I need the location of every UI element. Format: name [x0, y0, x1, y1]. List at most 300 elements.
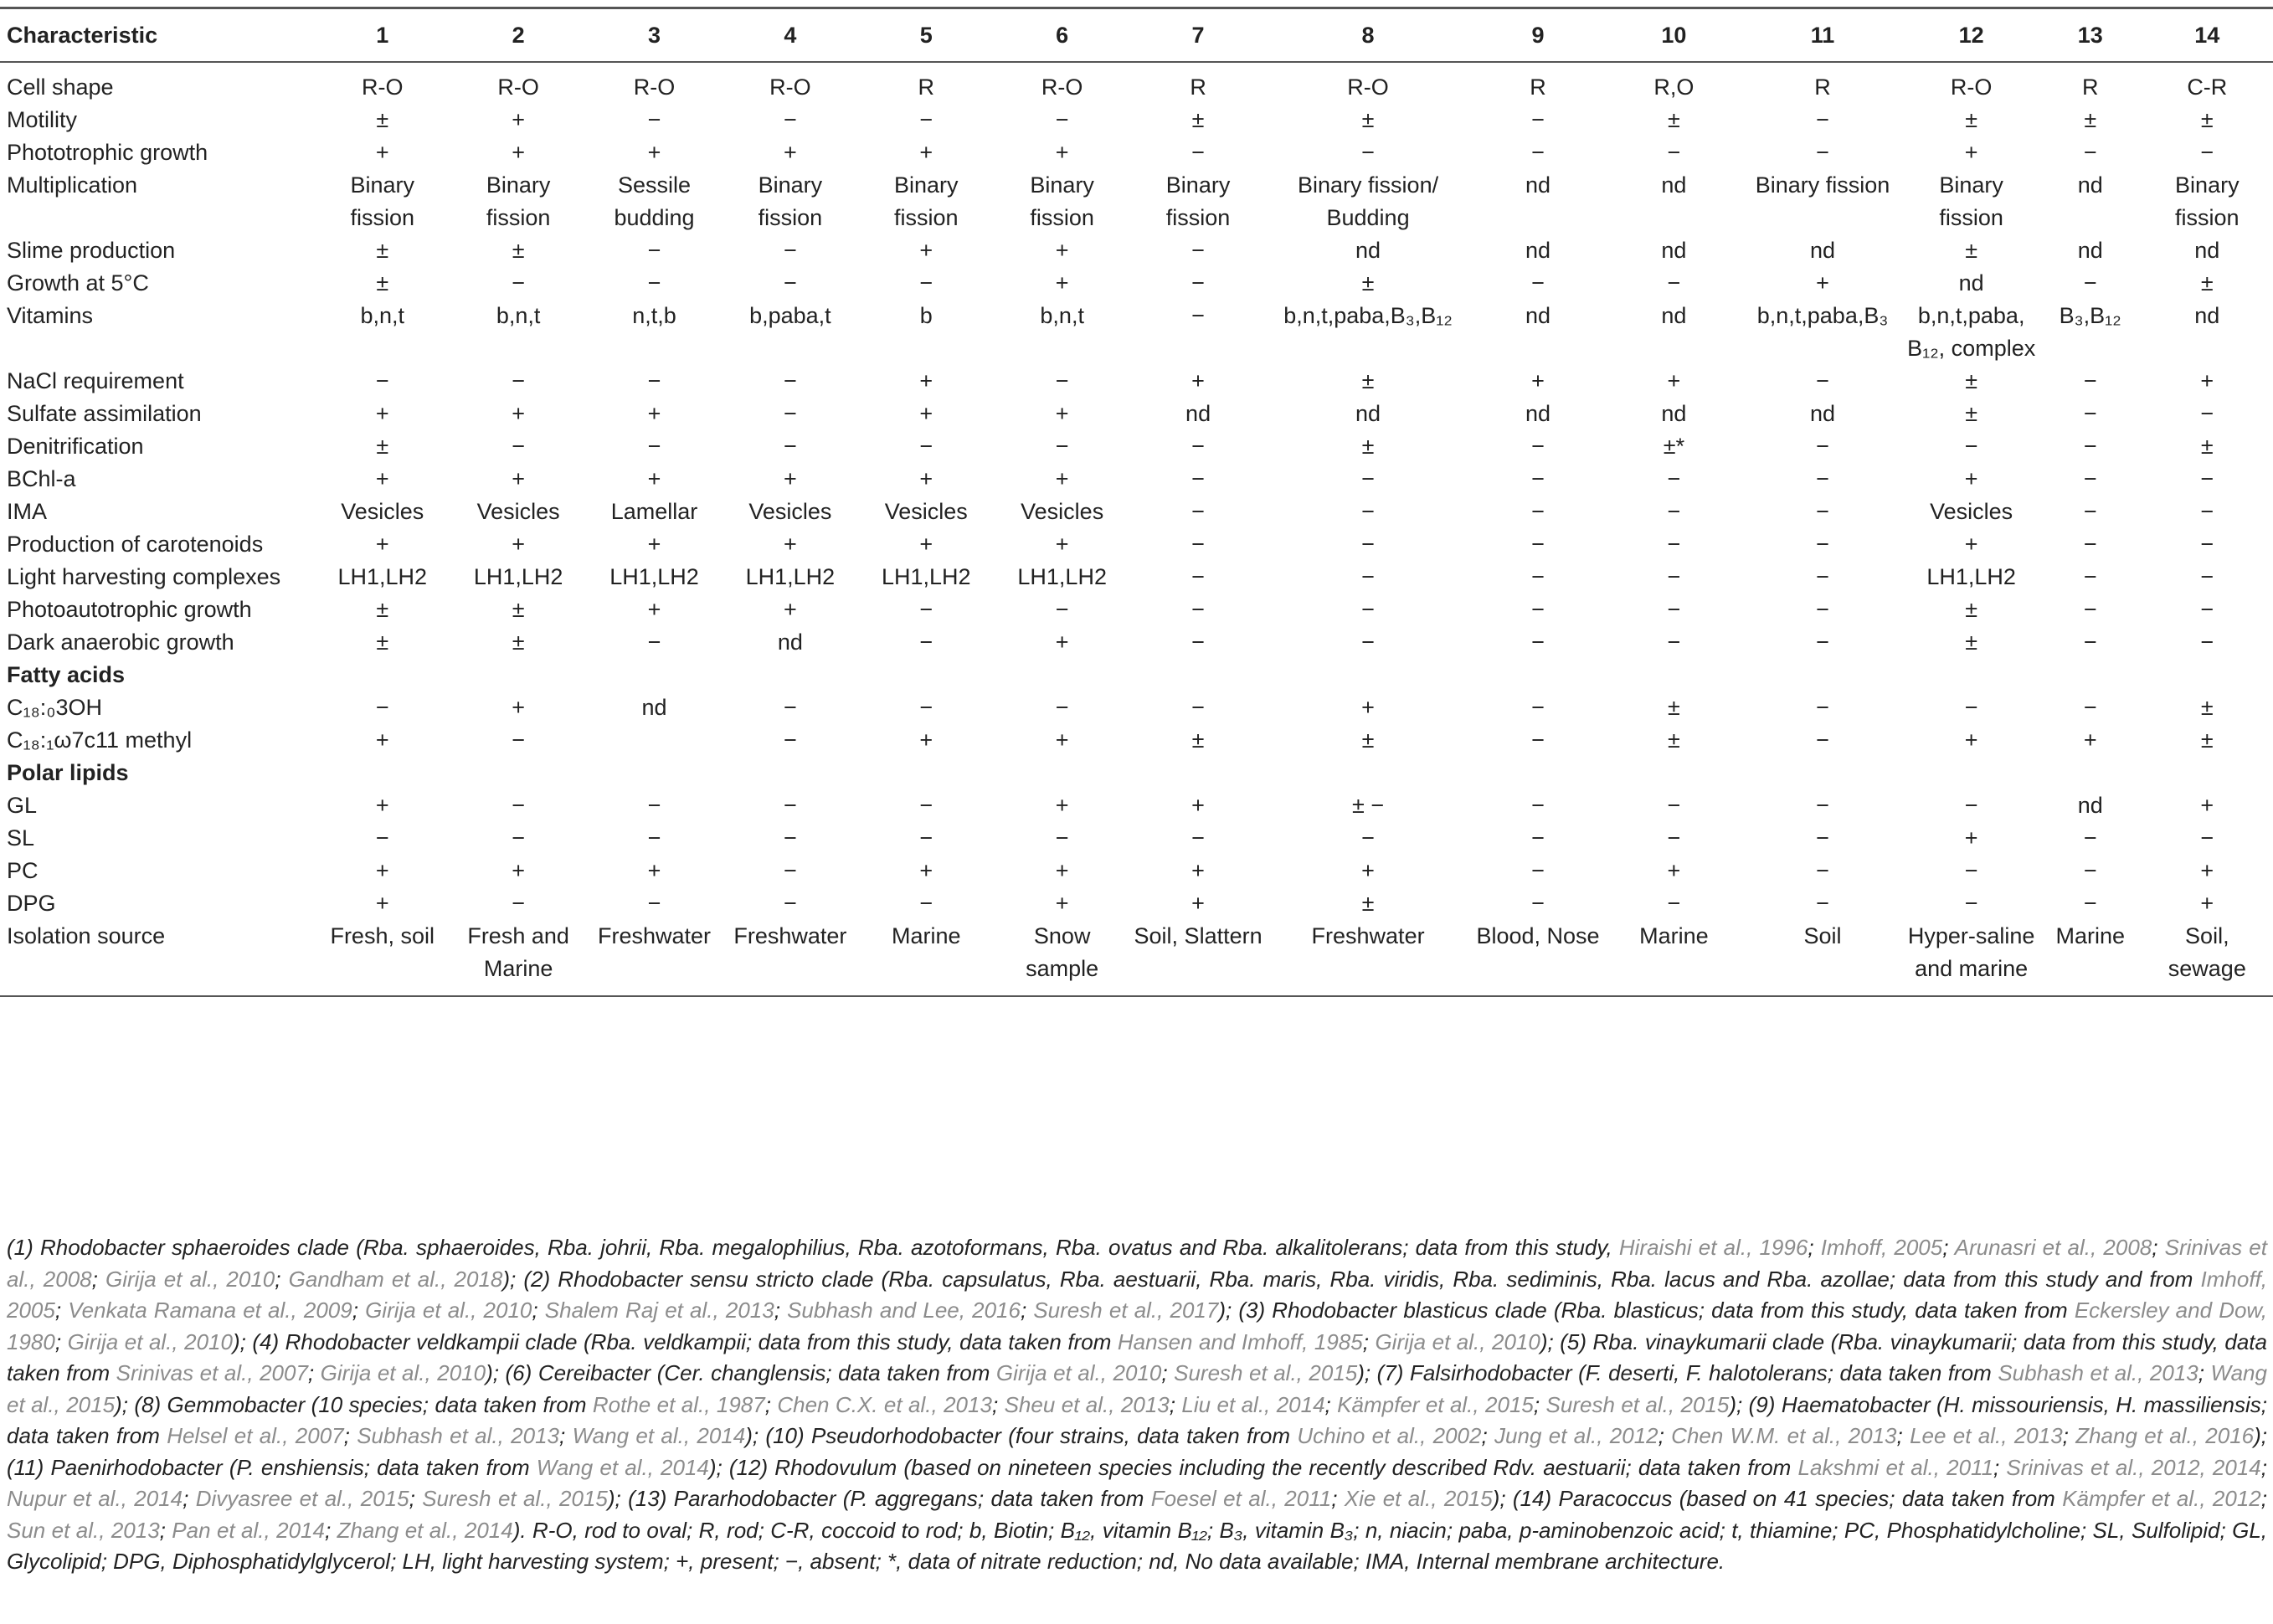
footnote-text: ; — [159, 1517, 172, 1543]
table-cell: + — [1816, 270, 1829, 296]
table-cell: Marine — [1639, 923, 1709, 948]
table-cell: − — [784, 107, 797, 132]
table-cell: nd — [2194, 238, 2220, 263]
row-label: IMA — [7, 499, 48, 524]
table-cell: + — [2200, 793, 2214, 818]
table-cell: nd — [1525, 238, 1551, 263]
table-cell: R-O — [361, 75, 404, 100]
reference-link[interactable]: Girija et al., 2010 — [320, 1360, 486, 1385]
table-cell: − — [1531, 466, 1545, 491]
table-row — [0, 855, 2273, 887]
table-cell: − — [1361, 825, 1375, 851]
table-cell: + — [919, 466, 933, 491]
reference-link[interactable]: Wang et al., 2014 — [536, 1454, 709, 1480]
table-cell: − — [1816, 499, 1829, 524]
table-cell: − — [1964, 891, 1978, 916]
table-cell: − — [647, 107, 661, 132]
table-cell: ± — [376, 434, 389, 459]
table-cell: Vesicles — [476, 499, 560, 524]
reference-link[interactable]: Sun et al., 2013 — [7, 1517, 160, 1543]
reference-link[interactable]: Suresh et al., 2017 — [1033, 1298, 1219, 1323]
table-cell: + — [647, 532, 661, 557]
table-cell: ± — [512, 630, 525, 655]
table-cell: nd — [1185, 401, 1211, 426]
table-cell: R — [1190, 75, 1206, 100]
row-label: Cell shape — [7, 75, 114, 100]
reference-link[interactable]: Girija et al., 2010 — [995, 1360, 1162, 1385]
table-cell: − — [2083, 695, 2097, 720]
table-cell: − — [2083, 434, 2097, 459]
table-cell: + — [512, 695, 525, 720]
table-cell: Snow sample — [1026, 923, 1099, 981]
table-cell: − — [512, 793, 525, 818]
table-cell: − — [1964, 793, 1978, 818]
table-cell: nd — [1810, 401, 1836, 426]
reference-link[interactable]: Venkata Ramana et al., 2009 — [68, 1298, 352, 1323]
table-row — [0, 691, 2273, 724]
table-cell: − — [784, 825, 797, 851]
reference-link[interactable]: Gandham et al., 2018 — [288, 1266, 503, 1292]
table-cell: − — [2083, 499, 2097, 524]
table-cell: b,n,t,paba, B₁₂, complex — [1907, 303, 2036, 361]
footnote-text: ; — [275, 1266, 289, 1292]
table-cell: R — [1530, 75, 1546, 100]
table-cell: − — [1531, 107, 1545, 132]
table-cell: + — [647, 466, 661, 491]
table-cell: + — [919, 727, 933, 753]
table-cell: nd — [2077, 238, 2103, 263]
table-cell: b,n,t,paba,B₃,B₁₂ — [1283, 303, 1453, 328]
table-cell: Binary fission — [350, 172, 414, 230]
table-cell: − — [1191, 825, 1205, 851]
table-cell: Soil, sewage — [2168, 923, 2246, 981]
table-cell: − — [2083, 401, 2097, 426]
reference-link[interactable]: Chen C.X. et al., 2013 — [777, 1391, 992, 1417]
table-cell: − — [1531, 793, 1545, 818]
table-cell: + — [1964, 825, 1978, 851]
footnote-text: ; — [1896, 1423, 1910, 1448]
table-cell: ± — [1965, 630, 1978, 655]
reference-link[interactable]: Srinivas et al., 2008 — [7, 1235, 2267, 1292]
table-cell: + — [784, 597, 797, 622]
table-cell: + — [784, 140, 797, 165]
table-cell: + — [1667, 858, 1681, 883]
reference-link[interactable]: Wang et al., 2014 — [572, 1423, 746, 1448]
table-cell: ± — [376, 107, 389, 132]
table-cell: − — [1816, 107, 1829, 132]
footnote-text: ; — [183, 1486, 196, 1511]
table-cell: + — [512, 140, 525, 165]
table-cell: Vesicles — [341, 499, 424, 524]
row-label: Phototrophic growth — [7, 140, 208, 165]
footnote-text: ; — [2260, 1454, 2267, 1480]
table-cell: − — [1191, 630, 1205, 655]
table-cell: Vesicles — [1930, 499, 2013, 524]
table-cell: nd — [777, 630, 803, 655]
table-cell: nd — [1525, 303, 1551, 328]
table-row — [0, 887, 2273, 920]
table-cell: − — [375, 695, 389, 720]
table-cell: b,n,t,paba,B₃ — [1756, 303, 1889, 328]
reference-link[interactable]: Srinivas et al., 2012, 2014 — [2006, 1454, 2261, 1480]
reference-link[interactable]: Girija et al., 2010 — [1375, 1328, 1540, 1354]
table-cell: − — [1531, 532, 1545, 557]
table-cell: + — [919, 140, 933, 165]
table-cell: + — [375, 401, 389, 426]
table-cell: − — [1531, 140, 1545, 165]
table-cell: − — [1361, 466, 1375, 491]
table-cell: − — [784, 891, 797, 916]
footnote-text: ; — [1362, 1328, 1376, 1354]
reference-link[interactable]: Imhoff, 2005 — [1820, 1235, 1943, 1260]
footnote-text: ); (14) Paracoccus (based on 41 species; data taken from — [1492, 1486, 2063, 1511]
table-cell: − — [647, 891, 661, 916]
table-row — [0, 626, 2273, 659]
table-cell: Binary fission — [1939, 172, 2003, 230]
table-cell: + — [1055, 891, 1069, 916]
table-cell: Freshwater — [1311, 923, 1425, 948]
table-cell: − — [784, 695, 797, 720]
table-cell: ± — [376, 238, 389, 263]
table-cell: − — [1816, 140, 1829, 165]
reference-link[interactable]: Imhoff, 2005 — [7, 1266, 2268, 1323]
table-row — [0, 136, 2273, 169]
table-cell: Binary fission — [486, 172, 551, 230]
table-cell: + — [919, 858, 933, 883]
table-cell: − — [1191, 532, 1205, 557]
table-cell: Marine — [892, 923, 961, 948]
table-cell: ± — [512, 597, 525, 622]
reference-link[interactable]: Girija et al., 2010 — [67, 1328, 233, 1354]
header-col-12: 12 — [1958, 22, 1984, 48]
row-label: C₁₈:₀3OH — [7, 695, 103, 720]
reference-link[interactable]: Chen W.M. et al., 2013 — [1671, 1423, 1897, 1448]
table-cell: + — [647, 140, 661, 165]
table-cell: + — [1964, 466, 1978, 491]
reference-link[interactable]: Zhang et al., 2016 — [2075, 1423, 2255, 1448]
table-cell: Soil — [1803, 923, 1842, 948]
table-cell: Vesicles — [1021, 499, 1104, 524]
table-cell: − — [919, 891, 933, 916]
table-cell: LH1,LH2 — [882, 564, 971, 589]
table-cell: ± — [1191, 107, 1205, 132]
footnote-text: ; — [1324, 1391, 1338, 1417]
table-cell: ± — [1965, 401, 1978, 426]
table-cell: + — [1055, 140, 1069, 165]
table-cell: + — [919, 368, 933, 393]
footnote-text: ); (3) Rhodobacter blasticus clade (Rba. blasticus; data from this study, data taken from — [1218, 1298, 2075, 1323]
table-cell: − — [2083, 140, 2097, 165]
table-cell: − — [1531, 858, 1545, 883]
table-row — [0, 561, 2273, 594]
table-cell: − — [647, 793, 661, 818]
footnote-text: ; — [343, 1423, 357, 1448]
table-row — [0, 822, 2273, 855]
table-cell: − — [784, 270, 797, 296]
reference-link[interactable]: Rothe et al., 1987 — [592, 1391, 765, 1417]
table-cell: − — [647, 825, 661, 851]
table-cell: − — [2083, 564, 2097, 589]
table-cell: − — [2200, 401, 2214, 426]
table-cell: − — [1531, 630, 1545, 655]
table-cell: − — [512, 368, 525, 393]
table-cell: Sessile budding — [614, 172, 695, 230]
table-cell: + — [512, 466, 525, 491]
table-cell: ± — [1191, 727, 1205, 753]
table-cell: − — [784, 727, 797, 753]
table-cell: − — [1816, 597, 1829, 622]
table-cell: nd — [1810, 238, 1836, 263]
table-cell: − — [1361, 140, 1375, 165]
reference-link[interactable]: Girija et al., 2010 — [365, 1298, 532, 1323]
footnote-text: ; — [307, 1360, 321, 1385]
row-label: SL — [7, 825, 35, 851]
table-cell: − — [1191, 597, 1205, 622]
footnote-text: ); (9) Haematobacter (H. missouriensis, H. massiliensis; data taken from — [7, 1391, 2267, 1448]
table-cell: + — [1191, 891, 1205, 916]
table-cell: − — [1667, 466, 1681, 491]
header-col-11: 11 — [1810, 22, 1835, 48]
table-cell: − — [1816, 532, 1829, 557]
header-col-14: 14 — [2194, 22, 2220, 48]
table-cell: ± — [2200, 727, 2214, 753]
table-cell: Binary fission/ Budding — [1298, 172, 1439, 230]
table-cell: − — [1667, 825, 1681, 851]
reference-link[interactable]: Subhash et al., 2013 — [1998, 1360, 2198, 1385]
table-body — [0, 62, 2273, 996]
table-cell: + — [647, 858, 661, 883]
header-col-4: 4 — [784, 22, 797, 48]
footnote-text: ; — [352, 1298, 366, 1323]
table-cell: ± — [1668, 107, 1680, 132]
table-cell: − — [784, 858, 797, 883]
table-cell: − — [512, 727, 525, 753]
footnote-text: ); (5) Rba. vinaykumarii clade (Rba. vinaykumarii; data from this study, data taken from — [7, 1328, 2267, 1385]
table-cell: + — [2200, 858, 2214, 883]
reference-link[interactable]: Helsel et al., 2007 — [167, 1423, 344, 1448]
table-cell: R-O — [633, 75, 676, 100]
header-col-8: 8 — [1361, 22, 1375, 48]
table-cell: − — [2200, 564, 2214, 589]
section-label: Fatty acids — [7, 662, 126, 687]
table-cell: − — [1667, 140, 1681, 165]
table-cell: − — [512, 434, 525, 459]
table-cell: ± — [512, 238, 525, 263]
reference-link[interactable]: Hansen and Imhoff, 1985 — [1117, 1328, 1363, 1354]
footnote-text: ); (12) Rhodovulum (based on nineteen species including the recently described Rdv. aestuarii; data taken from — [708, 1454, 1798, 1480]
reference-link[interactable]: Suresh et al., 2015 — [1174, 1360, 1358, 1385]
table-cell: − — [1667, 270, 1681, 296]
table-cell: − — [2083, 270, 2097, 296]
table-cell: − — [2200, 825, 2214, 851]
table-cell: + — [1964, 727, 1978, 753]
table-row — [0, 789, 2273, 822]
table-cell: + — [1055, 466, 1069, 491]
table-header-row — [0, 8, 2273, 63]
footnote-text: ; — [409, 1486, 423, 1511]
table-cell: Binary fission — [894, 172, 959, 230]
table-cell: − — [1361, 499, 1375, 524]
reference-link[interactable]: Arunasri et al., 2008 — [1954, 1235, 2152, 1260]
table-cell: + — [1055, 858, 1069, 883]
table-row — [0, 267, 2273, 300]
table-cell: − — [1055, 107, 1069, 132]
table-cell: − — [1667, 597, 1681, 622]
table-cell: − — [1191, 434, 1205, 459]
table-cell: − — [1816, 793, 1829, 818]
reference-link[interactable]: Eckersley and Dow, 1980 — [7, 1298, 2268, 1354]
reference-link[interactable]: Uchino et al., 2002 — [1297, 1423, 1482, 1448]
reference-link[interactable]: Wang et al., 2015 — [7, 1360, 2267, 1417]
table-cell: − — [1816, 727, 1829, 753]
table-cell: Binary fission — [758, 172, 823, 230]
table-cell: − — [784, 793, 797, 818]
reference-link[interactable]: Suresh et al., 2015 — [1545, 1391, 1730, 1417]
header-col-1: 1 — [376, 22, 389, 48]
table-cell: nd — [2194, 303, 2220, 328]
table-cell: + — [375, 466, 389, 491]
table-cell: ± — [1361, 368, 1375, 393]
table-cell: − — [1361, 630, 1375, 655]
table-cell: − — [1191, 466, 1205, 491]
header-characteristic: Characteristic — [7, 22, 158, 48]
table-cell: − — [1816, 434, 1829, 459]
table-cell: − — [1816, 825, 1829, 851]
table-cell: LH1,LH2 — [609, 564, 699, 589]
table-cell: nd — [1525, 401, 1551, 426]
table-cell: − — [2200, 499, 2214, 524]
footnote-text: ); (6) Cereibacter (Cer. changlensis; data taken from — [486, 1360, 996, 1385]
reference-link[interactable]: Lakshmi et al., 2011 — [1797, 1454, 1994, 1480]
footnote-text: ; — [764, 1391, 778, 1417]
table-cell: + — [1055, 401, 1069, 426]
footnote-text: ; — [1533, 1391, 1546, 1417]
table-cell: − — [1361, 564, 1375, 589]
reference-link[interactable]: Subhash et al., 2013 — [357, 1423, 560, 1448]
reference-link[interactable]: Shalem Raj et al., 2013 — [544, 1298, 774, 1323]
table-cell: n,t,b — [632, 303, 676, 328]
table-row — [0, 920, 2273, 996]
reference-link[interactable]: Subhash and Lee, 2016 — [787, 1298, 1021, 1323]
table-cell: − — [919, 270, 933, 296]
table-cell: ± — [2200, 434, 2214, 459]
table-cell: − — [1361, 532, 1375, 557]
reference-link[interactable]: Foesel et al., 2011 — [1150, 1486, 1332, 1511]
footnote-text: ; — [559, 1423, 573, 1448]
reference-link[interactable]: Kämpfer et al., 2015 — [1337, 1391, 1534, 1417]
table-cell: − — [647, 238, 661, 263]
table-cell: − — [2083, 858, 2097, 883]
table-cell: + — [1055, 630, 1069, 655]
row-label: Slime production — [7, 238, 176, 263]
footnote-text: ; — [1993, 1454, 2007, 1480]
row-label: Multiplication — [7, 172, 138, 198]
table-cell: − — [1191, 238, 1205, 263]
table-cell: − — [512, 270, 525, 296]
reference-link[interactable]: Xie et al., 2015 — [1344, 1486, 1493, 1511]
footnote-text: ; — [324, 1517, 337, 1543]
table-cell: − — [1055, 825, 1069, 851]
table-cell: ± — [376, 597, 389, 622]
reference-link[interactable]: Pan et al., 2014 — [172, 1517, 325, 1543]
table-cell: + — [1055, 727, 1069, 753]
footnote-text: ; — [1808, 1235, 1821, 1260]
table-cell: − — [2200, 466, 2214, 491]
table-cell: ± — [376, 270, 389, 296]
table-cell: ± — [1361, 727, 1375, 753]
table-cell: nd — [1525, 172, 1551, 198]
table-cell: ± — [2084, 107, 2097, 132]
table-cell: − — [1531, 597, 1545, 622]
table-cell: + — [1191, 793, 1205, 818]
reference-link[interactable]: Liu et al., 2014 — [1181, 1391, 1325, 1417]
table-cell: Binary fission — [1165, 172, 1231, 230]
reference-link[interactable]: Lee et al., 2013 — [1910, 1423, 2063, 1448]
reference-link[interactable]: Srinivas et al., 2007 — [116, 1360, 308, 1385]
header-col-2: 2 — [512, 22, 525, 48]
table-cell: ± — [1965, 597, 1978, 622]
reference-link[interactable]: Hiraishi et al., 1996 — [1618, 1235, 1808, 1260]
table-cell: − — [1191, 695, 1205, 720]
table-cell: R-O — [497, 75, 539, 100]
table-cell: − — [1667, 499, 1681, 524]
footnote-text: ; — [1020, 1298, 1034, 1323]
table-cell: − — [1816, 466, 1829, 491]
table-cell: Fresh, soil — [330, 923, 435, 948]
reference-link[interactable]: Sheu et al., 2013 — [1004, 1391, 1170, 1417]
reference-link[interactable]: Jung et al., 2012 — [1494, 1423, 1658, 1448]
table-cell: + — [1964, 532, 1978, 557]
row-label: BChl-a — [7, 466, 76, 491]
reference-link[interactable]: Nupur et al., 2014 — [7, 1486, 183, 1511]
table-cell: − — [512, 891, 525, 916]
table-cell: − — [919, 793, 933, 818]
table-cell: − — [784, 238, 797, 263]
reference-link[interactable]: Divyasree et al., 2015 — [195, 1486, 409, 1511]
reference-link[interactable]: Zhang et al., 2014 — [337, 1517, 513, 1543]
header-col-5: 5 — [919, 22, 933, 48]
row-label: Growth at 5°C — [7, 270, 149, 296]
reference-link[interactable]: Kämpfer et al., 2012 — [2062, 1486, 2261, 1511]
footnote-text: ); (10) Pseudorhodobacter (four strains, data taken from — [745, 1423, 1298, 1448]
table-cell: Binary fission — [1755, 172, 1890, 198]
table-footnote — [7, 1232, 2267, 1578]
table-cell: − — [1191, 270, 1205, 296]
table-cell: + — [512, 107, 525, 132]
table-cell — [586, 724, 722, 757]
table-cell: − — [1361, 597, 1375, 622]
table-cell: − — [375, 825, 389, 851]
table-cell: + — [512, 858, 525, 883]
table-cell: ± — [1361, 434, 1375, 459]
table-cell: + — [784, 532, 797, 557]
table-cell: R-O — [1950, 75, 1993, 100]
table-cell: − — [1667, 793, 1681, 818]
reference-link[interactable]: Suresh et al., 2015 — [422, 1486, 608, 1511]
table-cell: − — [1531, 499, 1545, 524]
table-cell: − — [1816, 564, 1829, 589]
table-cell: nd — [641, 695, 667, 720]
table-cell: − — [1816, 630, 1829, 655]
table-cell: LH1,LH2 — [1017, 564, 1107, 589]
table-cell: Binary fission — [1030, 172, 1094, 230]
reference-link[interactable]: Girija et al., 2010 — [105, 1266, 275, 1292]
table-cell: − — [2200, 597, 2214, 622]
table-row — [0, 398, 2273, 430]
table-cell: B₃,B₁₂ — [2059, 303, 2121, 328]
table-cell: − — [1667, 891, 1681, 916]
table-cell: − — [1531, 564, 1545, 589]
